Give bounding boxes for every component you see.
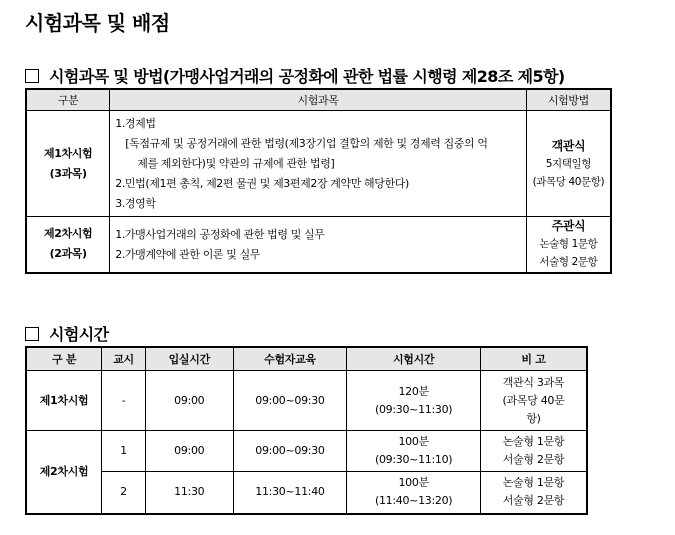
header-period: 교시	[102, 347, 146, 371]
section-heading-times	[25, 322, 108, 345]
header-note: 비 고	[480, 347, 587, 371]
subjects-cell	[110, 111, 527, 217]
table-row	[26, 472, 587, 514]
header-education: 수험자교육	[233, 347, 347, 371]
page-title: 시험과목 및 배점	[25, 11, 170, 35]
method-line: 서술형 2문항	[539, 256, 598, 269]
subject-line: 1.경제법	[115, 117, 156, 130]
category-label: 제1차시험	[44, 146, 93, 160]
table-row	[26, 217, 611, 273]
note-line: 서술형 2문항	[502, 494, 565, 508]
section-heading-subjects	[25, 64, 565, 87]
note-line: 논술형 1문항	[502, 435, 565, 448]
method-title: 객관식	[551, 138, 586, 153]
duration: 100분	[398, 476, 429, 490]
table-header-row	[26, 347, 587, 371]
duration: 120분	[398, 384, 429, 398]
exam-time-cell	[347, 431, 481, 472]
category-label: 제2차시험	[44, 227, 93, 241]
header-method: 시험방법	[526, 89, 611, 111]
section-heading-text: 시험과목 및 방법(가맹사업거래의 공정화에 관한 법률 시행령 제28조 제5항)	[49, 67, 565, 86]
method-cell	[526, 111, 611, 217]
period-cell: 1	[102, 431, 146, 472]
subject-line: 2.가맹계약에 관한 이론 및 실무	[115, 247, 261, 261]
subjects-cell	[110, 217, 527, 273]
table-row	[26, 111, 611, 217]
method-line: 논술형 1문항	[539, 238, 598, 251]
header-entry-time: 입실시간	[145, 347, 233, 371]
method-title: 주관식	[551, 219, 586, 234]
time-range: (11:40~13:20)	[374, 494, 453, 508]
entry-cell: 09:00	[145, 371, 233, 431]
entry-cell: 09:00	[145, 431, 233, 472]
education-cell: 11:30~11:40	[233, 472, 347, 514]
subject-line: 3.경영학	[115, 197, 156, 210]
checkbox-square-icon	[25, 69, 39, 83]
subject-line: [독점규제 및 공정거래에 관한 법령(제3장기업 결합의 제한 및 경제력 집중의 억	[125, 137, 488, 150]
table-row	[26, 431, 587, 472]
method-line: (과목당 40문항)	[532, 175, 605, 188]
exam-times-table	[25, 346, 588, 515]
category-cell	[26, 217, 110, 273]
education-cell: 09:00~09:30	[233, 431, 347, 472]
checkbox-square-icon	[25, 327, 39, 341]
method-cell	[526, 217, 611, 273]
entry-cell: 11:30	[145, 472, 233, 514]
category-cell: 제2차시험	[26, 431, 102, 514]
category-sub-label: (3과목)	[49, 166, 87, 180]
subject-line: 1.가맹사업거래의 공정화에 관한 법령 및 실무	[115, 227, 325, 241]
period-cell: -	[102, 371, 146, 431]
table-header-row	[26, 89, 611, 111]
exam-time-cell	[347, 371, 481, 431]
time-range: (09:30~11:30)	[374, 402, 453, 416]
subjects-table	[25, 88, 612, 274]
note-cell	[480, 431, 587, 472]
time-range: (09:30~11:10)	[374, 453, 453, 466]
category-cell: 제1차시험	[26, 371, 102, 431]
note-cell	[480, 472, 587, 514]
note-cell	[480, 371, 587, 431]
duration: 100분	[398, 435, 429, 448]
header-exam-time: 시험시간	[347, 347, 481, 371]
section-heading-text: 시험시간	[49, 325, 109, 344]
note-line: 항)	[526, 411, 541, 425]
subject-line: 2.민법(제1편 총칙, 제2편 물권 및 제3편제2장 계약만 해당한다)	[115, 177, 409, 190]
method-line: 5지택일형	[545, 157, 592, 170]
note-line: (과목당 40문	[502, 393, 565, 407]
header-subjects: 시험과목	[110, 89, 527, 111]
category-sub-label: (2과목)	[49, 247, 87, 261]
header-category: 구 분	[26, 347, 102, 371]
header-category: 구분	[26, 89, 110, 111]
note-line: 논술형 1문항	[502, 476, 565, 490]
period-cell: 2	[102, 472, 146, 514]
exam-time-cell	[347, 472, 481, 514]
education-cell: 09:00~09:30	[233, 371, 347, 431]
note-line: 서술형 2문항	[502, 453, 565, 466]
note-line: 객관식 3과목	[502, 375, 565, 389]
subject-line: 제를 제외한다)및 약관의 규제에 관한 법령]	[137, 157, 335, 170]
category-cell	[26, 111, 110, 217]
table-row	[26, 371, 587, 431]
